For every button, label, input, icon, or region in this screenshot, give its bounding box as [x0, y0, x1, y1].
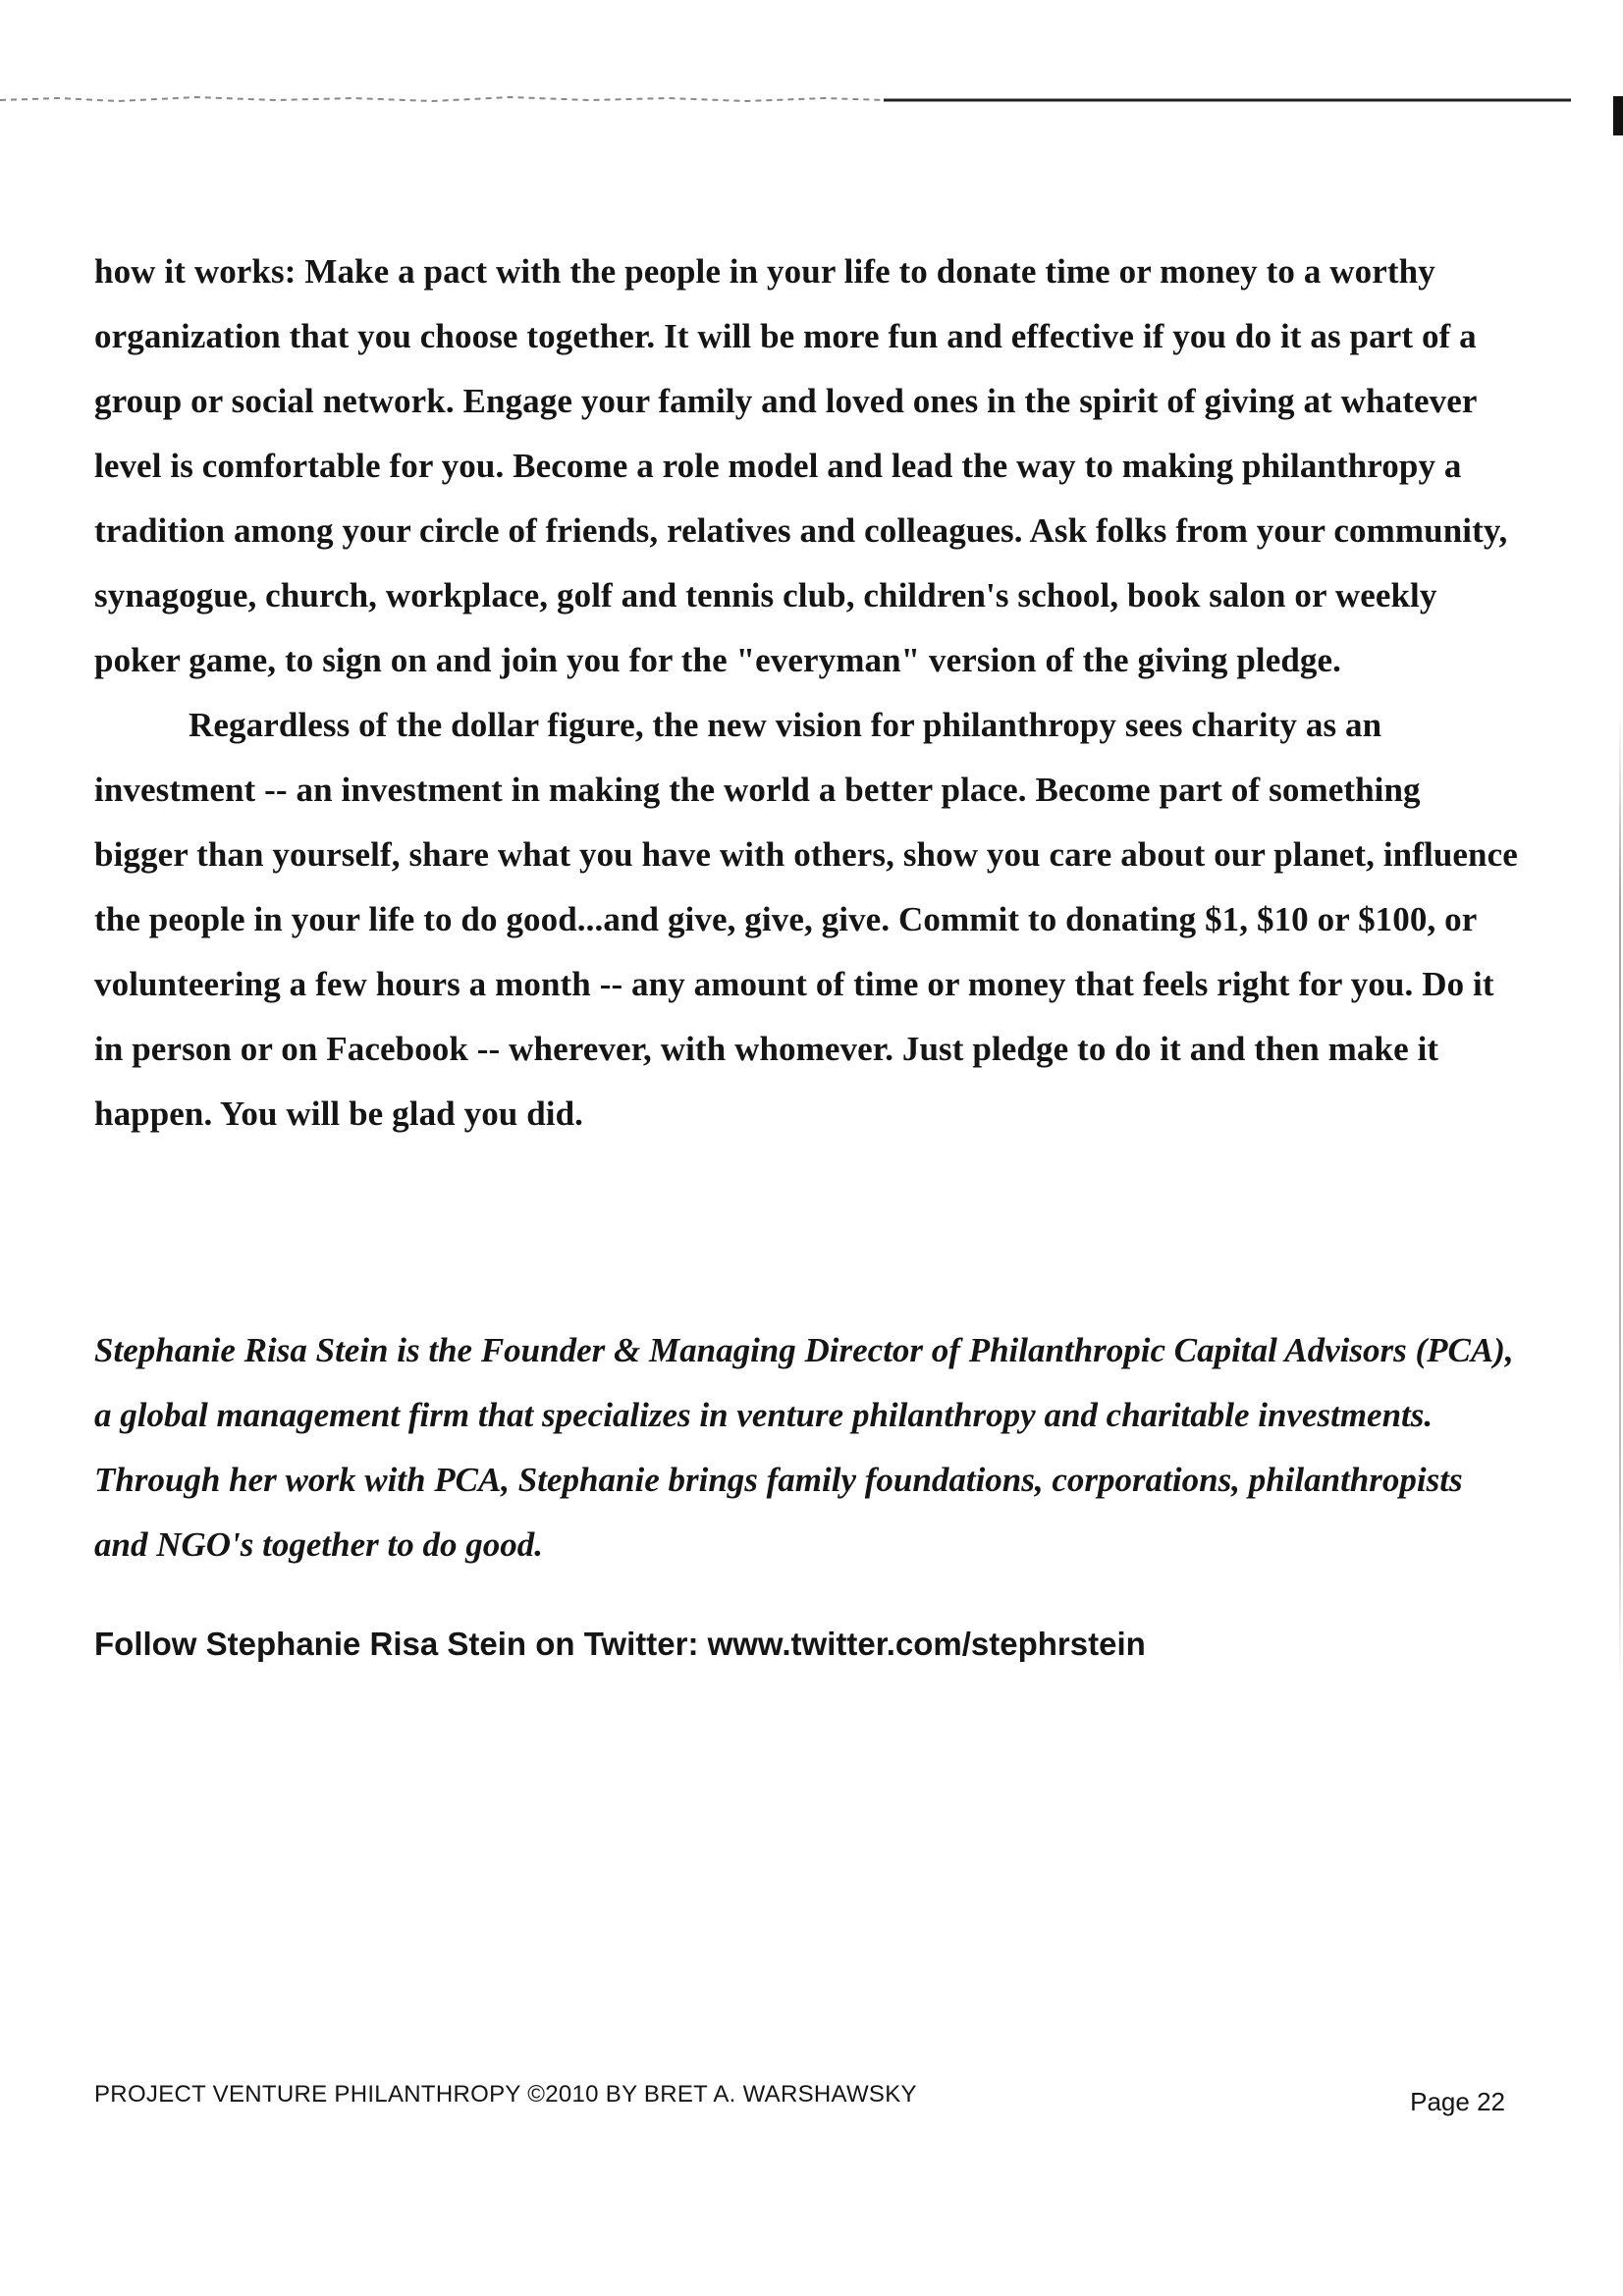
paragraph-how-it-works: how it works: Make a pact with the people in your life to donate time or money to a worthy organization that you choose together. It will be more fun and effective if you do it as part of a group or social network. Engage your family and loved ones in the spirit of giving at whatever level is comfortable for you. Become a role model and lead the way to making philanthropy a tradition among your circle of friends, relatives and colleagues. Ask folks from your community, synagogue, church, workplace, golf and tennis club, children's school, book salon or weekly poker game, to sign on and join you for the "everyman" version of the giving pledge.: [94, 252, 1508, 679]
footer-publication: PROJECT VENTURE PHILANTHROPY ©2010 BY BRET A. WARSHAWSKY: [94, 2081, 917, 2108]
paragraph-new-vision: Regardless of the dollar figure, the new vision for philanthropy sees charity as an investment -- an investment in making the world a better place. Become part of something bigger than yourself, share what you have with others, show you care about our planet, influence the people in your life to do good...and give, give, give. Commit to donating $1, $10 or $100, or volunteering a few hours a month -- any amount of time or money that feels right for you. Do it in person or on Facebook -- wherever, with whomever. Just pledge to do it and then make it happen. You will be glad you did.: [94, 706, 1518, 1133]
scan-top-rule: [0, 92, 1571, 106]
author-bio: Stephanie Risa Stein is the Founder & Managing Director of Philanthropic Capital Advisors (PCA), a global management firm that specializes in venture philanthropy and charitable investments. Through her work with PCA, Stephanie brings family foundations, corporations, philanthropists and NGO's together to do good.: [94, 1331, 1514, 1564]
follow-line: Follow Stephanie Risa Stein on Twitter: www.twitter.com/stephrstein: [94, 1626, 1146, 1662]
page-number: Page 22: [1410, 2087, 1505, 2116]
article-body: [94, 240, 1518, 1147]
scan-corner-mark: [1613, 96, 1623, 135]
scan-edge-shadow: [1619, 707, 1621, 1688]
